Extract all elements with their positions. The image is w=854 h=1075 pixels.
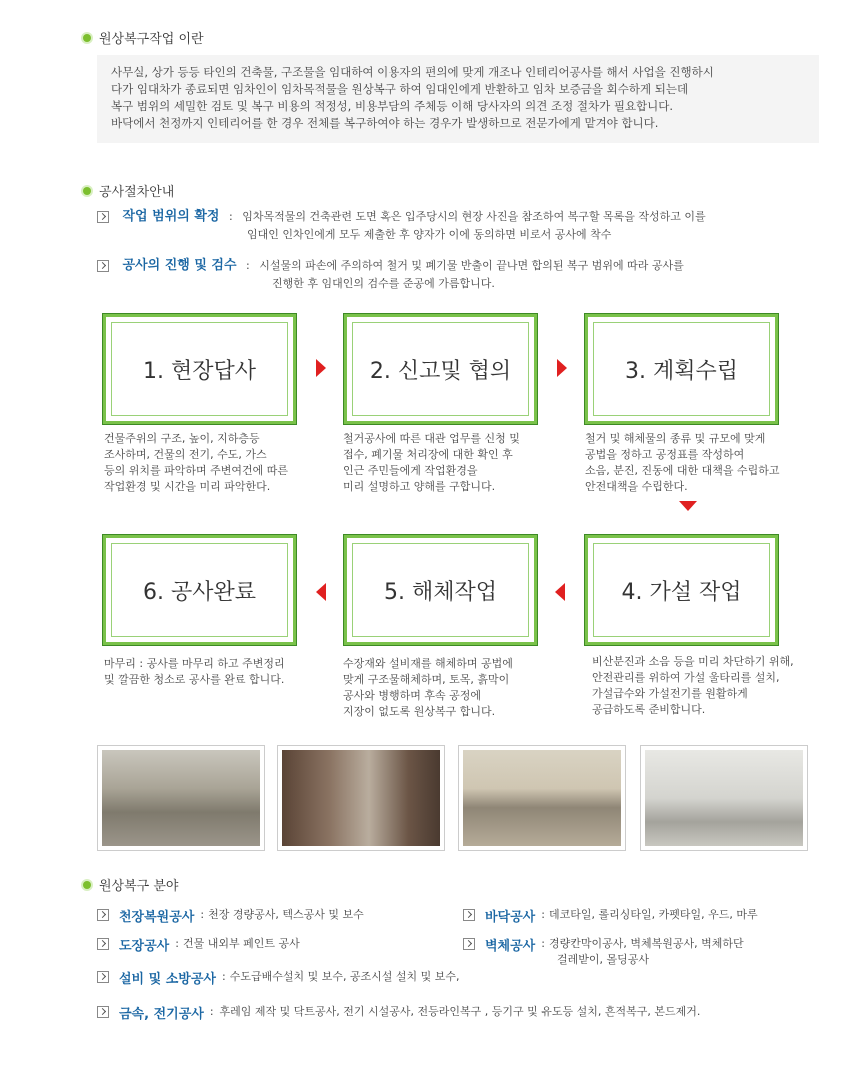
arrow-box-icon: [463, 938, 475, 950]
desc-line: 접수, 폐기물 처리장에 대한 확인 후: [343, 448, 513, 461]
field-text: 수도급배수설치 및 보수, 공조시설 설치 및 보수,: [229, 970, 460, 983]
desc-line: 공급하도록 준비합니다.: [592, 703, 706, 716]
photo-demolition-1: [97, 745, 265, 851]
procedure-text: 임차목적물의 건축관련 도면 혹은 입주당시의 현장 사진을 참조하여 복구할 목록을 작성하고 이를: [242, 210, 706, 223]
field-text: 건물 내외부 페인트 공사: [182, 937, 300, 950]
field-label: 바닥공사: [485, 910, 536, 925]
field-text: 데코타일, 롤리싱타일, 카펫타일, 우드, 마루: [548, 908, 758, 921]
desc-line: 안전대책을 수립한다.: [585, 480, 688, 493]
arrow-right-icon: [316, 359, 326, 377]
field-label: 설비 및 소방공사: [119, 972, 216, 987]
field-item: [463, 935, 744, 968]
procedure-title: 공사절차안내: [99, 185, 175, 200]
desc-line: 철거공사에 따른 대관 업무를 신청 및: [343, 432, 520, 445]
field-item: [97, 968, 460, 987]
step-desc-6: [104, 656, 285, 688]
arrow-box-icon: [463, 909, 475, 921]
separator: :: [209, 1005, 214, 1018]
field-text-line: 걸레받이, 몰딩공사: [556, 953, 649, 966]
intro-heading: [83, 28, 204, 47]
desc-line: 작업환경 및 시간을 미리 파악한다.: [104, 480, 271, 493]
arrow-box-icon: [97, 1006, 109, 1018]
desc-line: 철거 및 해체물의 종류 및 규모에 맞게: [585, 432, 766, 445]
field-item: [97, 1003, 700, 1022]
desc-line: 미리 설명하고 양해를 구합니다.: [343, 480, 496, 493]
separator: :: [541, 937, 545, 950]
photo-demolition-4: [640, 745, 808, 851]
intro-line: 사무실, 상가 등등 타인의 건축물, 구조물을 임대하여 이용자의 편의에 맞게 개조나 인테리어공사를 해서 사업을 진행하시: [111, 65, 714, 79]
intro-line: 복구 범위의 세밀한 검토 및 복구 비용의 적정성, 비용부담의 주체등 이해 당사자의 의견 조정 절차가 필요합니다.: [111, 99, 674, 113]
procedure-item: [97, 209, 706, 225]
field-text: 천장 경량공사, 텍스공사 및 보수: [208, 908, 364, 921]
step-title: 1. 현장답사: [143, 358, 256, 384]
intro-box: [97, 55, 819, 143]
procedure-label: 공사의 진행 및 검수: [122, 258, 237, 273]
desc-line: 인근 주민들에게 작업환경을: [343, 464, 478, 477]
field-label: 금속, 전기공사: [119, 1007, 204, 1022]
arrow-box-icon: [97, 938, 109, 950]
desc-line: 소음, 분진, 진동에 대한 대책을 수립하고: [585, 464, 780, 477]
field-text-line: 경량칸막이공사, 벽체복원공사, 벽체하단: [548, 937, 744, 950]
separator: :: [200, 908, 205, 921]
arrow-left-icon: [555, 583, 565, 601]
desc-line: 조사하며, 건물의 전기, 수도, 가스: [104, 448, 267, 461]
step-title: 4. 가설 작업: [621, 579, 742, 605]
desc-line: 비산분진과 소음 등을 미리 차단하기 위해,: [592, 655, 794, 668]
desc-line: 지장이 없도록 원상복구 합니다.: [343, 705, 496, 718]
fields-title: 원상복구 분야: [99, 879, 179, 894]
step-desc-3: [585, 431, 780, 495]
field-label: 천장복원공사: [119, 910, 195, 925]
field-item: [97, 906, 364, 925]
field-label: 도장공사: [119, 939, 170, 954]
desc-line: 마무리 : 공사를 마무리 하고 주변정리: [104, 657, 285, 670]
intro-line: 다가 임대차가 종료되면 임차인이 임차목적물을 원상복구 하여 임대인에게 반환하고 임차 보증금을 회수하게 되는데: [111, 82, 689, 96]
procedure-text-line2: 임대인 인차인에게 모두 제출한 후 양자가 이에 동의하면 비로서 공사에 착수: [247, 228, 612, 241]
separator: :: [246, 259, 250, 272]
step-box-5: [344, 535, 537, 645]
step-box-4: [585, 535, 778, 645]
step-box-1: [103, 314, 296, 424]
desc-line: 공법을 정하고 공정표를 작성하여: [585, 448, 745, 461]
green-dot-icon: [83, 187, 91, 195]
arrow-left-icon: [316, 583, 326, 601]
desc-line: 건물주위의 구조, 높이, 지하층등: [104, 432, 260, 445]
arrow-down-icon: [679, 501, 697, 511]
field-label: 벽체공사: [485, 939, 536, 954]
fields-heading: [83, 875, 178, 894]
step-title: 2. 신고및 협의: [369, 358, 512, 384]
arrow-box-icon: [97, 909, 109, 921]
separator: :: [175, 937, 179, 950]
procedure-label: 작업 범위의 확정: [122, 209, 220, 224]
photo-demolition-2: [277, 745, 445, 851]
green-dot-icon: [83, 34, 91, 42]
field-text: 후레임 제작 및 닥트공사, 전기 시설공사, 전등라인복구 , 등기구 및 유도등 설치, 흔적복구, 본드제거.: [219, 1005, 701, 1018]
field-item: [463, 906, 758, 925]
green-dot-icon: [83, 881, 91, 889]
desc-line: 및 깔끔한 청소로 공사를 완료 합니다.: [104, 673, 285, 686]
step-box-3: [585, 314, 778, 424]
arrow-right-icon: [557, 359, 567, 377]
desc-line: 맞게 구조물해체하며, 토목, 흙막이: [343, 673, 510, 686]
step-title: 6. 공사완료: [143, 579, 256, 605]
step-desc-5: [343, 656, 513, 720]
field-item: [97, 935, 300, 954]
desc-line: 등의 위치를 파악하며 주변여건에 따른: [104, 464, 289, 477]
desc-line: 안전관리를 위하여 가설 울타리를 설치,: [592, 671, 780, 684]
desc-line: 공사와 병행하며 후속 공정에: [343, 689, 482, 702]
arrow-box-icon: [97, 211, 109, 223]
procedure-text-line2: 진행한 후 임대인의 검수를 준공에 가름합니다.: [272, 277, 495, 290]
separator: :: [228, 210, 233, 223]
desc-line: 가설급수와 가설전기를 원활하게: [592, 687, 748, 700]
desc-line: 수장재와 설비재를 해체하며 공법에: [343, 657, 513, 670]
step-box-2: [344, 314, 537, 424]
procedure-heading: [83, 181, 174, 200]
step-desc-2: [343, 431, 520, 495]
arrow-box-icon: [97, 260, 109, 272]
procedure-text: 시설물의 파손에 주의하여 철거 및 폐기물 반출이 끝나면 합의된 복구 범위에 따라 공사를: [259, 259, 684, 272]
arrow-box-icon: [97, 971, 109, 983]
step-title: 3. 계획수립: [625, 358, 738, 384]
step-box-6: [103, 535, 296, 645]
photo-demolition-3: [458, 745, 626, 851]
field-text: [549, 935, 744, 968]
step-desc-1: [104, 431, 288, 495]
separator: :: [221, 970, 226, 983]
intro-title: 원상복구작업 이란: [99, 32, 204, 47]
separator: :: [541, 908, 545, 921]
procedure-item: [97, 258, 684, 274]
step-title: 5. 해체작업: [384, 579, 497, 605]
step-desc-4: [592, 654, 794, 718]
intro-line: 바닥에서 천정까지 인테리어를 한 경우 전체를 복구하여야 하는 경우가 발생하므로 전문가에게 맡겨야 합니다.: [111, 116, 659, 130]
